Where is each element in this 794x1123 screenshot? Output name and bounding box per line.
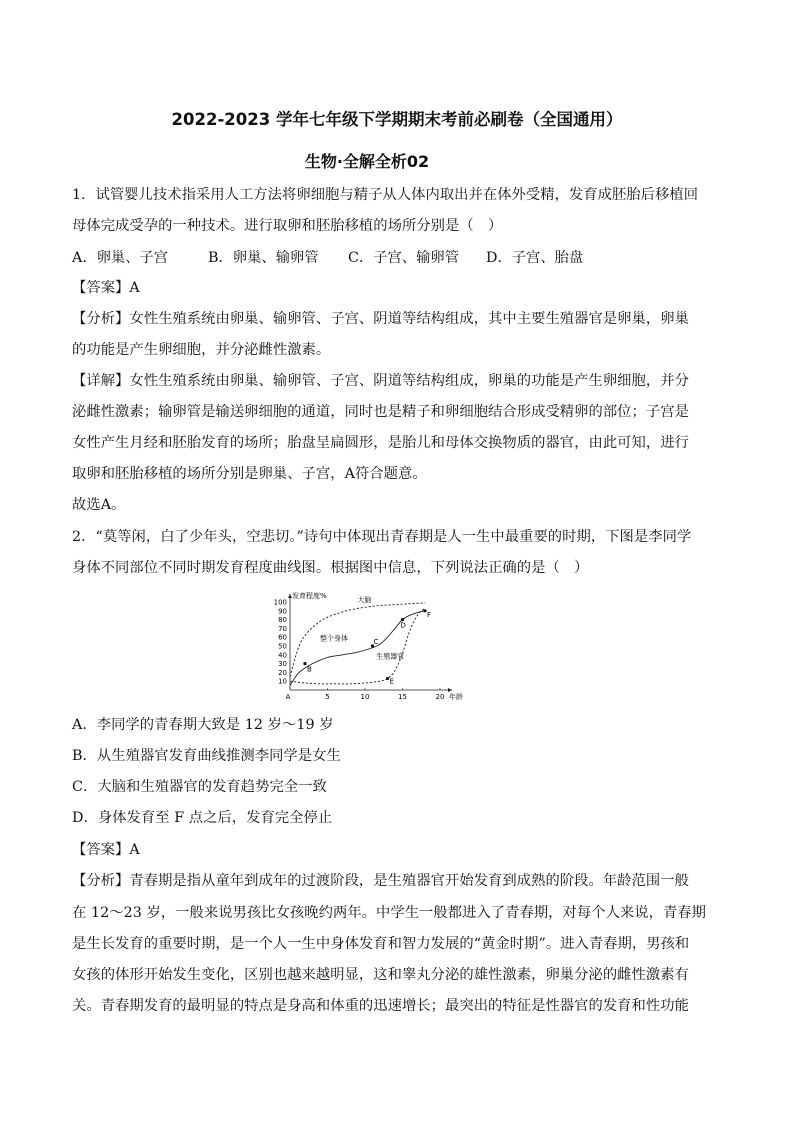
- chart-y-tick-label: 20: [278, 668, 287, 677]
- q1-detail-line-3: 女性产生月经和胚胎发育的场所；胎盘呈扁圆形，是胎儿和母体交换物质的器官，由此可知，进行: [72, 435, 689, 451]
- development-chart: [268, 586, 478, 708]
- q2-analysis-line-3: 是生长发育的重要时期，是一个人一生中身体发育和智力发展的“黄金时期”。进入青春期，男孩和: [72, 936, 690, 952]
- chart-point-label: F: [427, 610, 432, 619]
- q1-option-d: D．子宫、胎盘: [486, 250, 584, 266]
- chart-series-label: 生殖器官: [376, 652, 405, 661]
- chart-x-tick-label: A: [285, 693, 291, 701]
- q1-choice: 故选A。: [72, 497, 126, 513]
- chart-x-axis-arrow: [448, 688, 452, 692]
- chart-x-tick-label: 15: [398, 693, 407, 701]
- q1-options: [72, 247, 583, 267]
- chart-y-tick-label: 90: [278, 607, 287, 616]
- chart-ylabel: 发育程度%: [292, 592, 327, 600]
- q1-option-c: C．子宫、输卵管: [348, 250, 460, 266]
- chart-series-label: 整个身体: [320, 634, 348, 643]
- chart-point-label: D: [400, 621, 406, 630]
- chart-y-tick-label: 100: [273, 598, 287, 607]
- chart-x-tick-label: 5: [325, 693, 330, 701]
- chart-x-tick-label: 10: [360, 693, 370, 701]
- q1-analysis-line-2: 的功能是产生卵细胞，并分泌雌性激素。: [72, 342, 331, 358]
- chart-y-tick-label: 30: [278, 660, 287, 669]
- chart-point-label: B: [307, 665, 312, 674]
- development-chart-svg: [268, 586, 478, 708]
- q2-answer: 【答案】A: [72, 842, 140, 858]
- q2-option-a: A．李同学的青春期大致是 12 岁～19 岁: [72, 717, 334, 733]
- q2-stem-line-2: 身体不同部位不同时期发育程度曲线图。根据图中信息，下列说法正确的是（ ）: [72, 560, 589, 576]
- chart-point-label: C: [373, 638, 379, 646]
- chart-series-label: 大脑: [357, 596, 372, 604]
- q1-detail-line-4: 取卵和胚胎移植的场所分别是卵巢、子宫，A符合题意。: [72, 466, 427, 482]
- q1-detail-line-2: 泌雌性激素；输卵管是输送卵细胞的通道，同时也是精子和卵细胞结合形成受精卵的部位；子宫是: [72, 404, 689, 420]
- chart-y-tick-label: 70: [278, 624, 287, 633]
- chart-y-tick-label: 10: [278, 677, 287, 686]
- q1-stem-line-2: 母体完成受孕的一种技术。进行取卵和胚胎移植的场所分别是（ ）: [72, 218, 503, 234]
- q1-answer: 【答案】A: [72, 280, 140, 296]
- q2-option-c: C．大脑和生殖器官的发育趋势完全一致: [72, 779, 327, 795]
- chart-y-tick-label: 80: [278, 616, 287, 625]
- q1-option-a: A．卵巢、子宫: [72, 250, 169, 266]
- doc-subtitle: 生物·全解全析02: [304, 152, 430, 171]
- q1-option-b: B．卵巢、输卵管: [208, 250, 319, 266]
- chart-point-label: E: [389, 677, 394, 686]
- q1-detail-line-1: 【详解】女性生殖系统由卵巢、输卵管、子宫、阴道等结构组成，卵巢的功能是产生卵细胞，并分: [72, 373, 689, 389]
- chart-y-tick-label: 50: [278, 642, 287, 651]
- q2-option-d: D．身体发育至 F 点之后，发育完全停止: [72, 810, 333, 826]
- q1-analysis-line-1: 【分析】女性生殖系统由卵巢、输卵管、子宫、阴道等结构组成，其中主要生殖器官是卵巢，卵巢: [72, 311, 689, 327]
- chart-x-tick-label: 20: [435, 693, 445, 701]
- q2-stem-line-1: 2．“莫等闲，白了少年头，空悲切。”诗句中体现出青春期是人一生中最重要的时期，下图是李同学: [72, 529, 692, 545]
- q2-analysis-line-5: 关。青春期发育的最明显的特点是身高和体重的迅速增长；最突出的特征是性器官的发育和性功能: [72, 998, 689, 1014]
- q1-stem-line-1: 1．试管婴儿技术指采用人工方法将卵细胞与精子从人体内取出并在体外受精，发育成胚胎后移植回: [72, 187, 699, 203]
- q2-analysis-line-4: 女孩的体形开始发生变化，区别也越来越明显，这和睾丸分泌的雄性激素，卵巢分泌的雌性激素有: [72, 967, 689, 983]
- chart-xlabel: 年龄: [449, 693, 463, 701]
- q2-analysis-line-1: 【分析】青春期是指从童年到成年的过渡阶段，是生殖器官开始发育到成熟的阶段。年龄范围一般: [72, 873, 689, 889]
- doc-title: 2022-2023 学年七年级下学期期末考前必刷卷（全国通用）: [171, 110, 623, 129]
- q2-option-b: B．从生殖器官发育曲线推测李同学是女生: [72, 748, 341, 764]
- q2-analysis-line-2: 在 12～23 岁，一般来说男孩比女孩晚约两年。中学生一般都进入了青春期，对每个人来说，青春期: [72, 905, 706, 921]
- chart-y-tick-label: 40: [278, 651, 287, 660]
- chart-y-tick-label: 60: [278, 633, 287, 642]
